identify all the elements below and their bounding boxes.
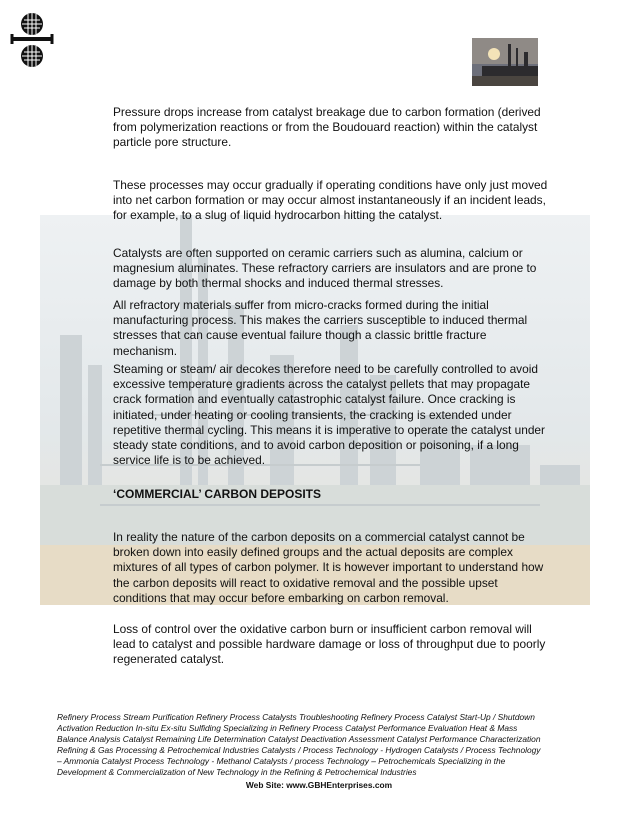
paragraph-commercial-deposits: In reality the nature of the carbon deposits on a commercial catalyst cannot be broken down into easily defined groups and the actual deposits are complex mixtures of all types of carbon polymer. It is however important to understand how the carbon deposits will react to oxidative removal and the possible upset conditions that may occur before embarking on carbon removal.	[113, 530, 544, 605]
paragraph-loss-of-control: Loss of control over the oxidative carbon burn or insufficient carbon removal will lead to catalyst and possible hardware damage or loss of throughput due to poorly regenerated catalyst.	[113, 622, 546, 667]
paragraph-micro-cracks: All refractory materials suffer from micro-cracks formed during the initial manufacturing process. This makes the carriers susceptible to induced thermal stresses that can cause eventual failure though a classic brittle fracture mechanism.	[113, 298, 528, 358]
paragraph-processes: These processes may occur gradually if operating conditions have only just moved into net carbon formation or may occur almost instantaneously if an incident leads, for example, to a slug of liquid hydrocarbon hitting the catalyst.	[113, 178, 548, 223]
paragraph-ceramic-carriers: Catalysts are often supported on ceramic carriers such as alumina, calcium or magnesium aluminates. These refractory carriers are insulators and are prone to damage by both thermal shocks and induced thermal stresses.	[113, 246, 537, 291]
refinery-photo	[472, 38, 538, 86]
footer-services: Refinery Process Stream Purification Refinery Process Catalysts Troubleshooting Refinery Process Catalyst Start-Up / Shutdown Activation Reduction In-situ Ex-situ Sulfiding Specializing in Refinery Process Catalyst Performance Evaluation Heat & Mass Balance Analysis Catalyst Remaining Life Determination Catalyst Deactivation Assessment Catalyst Performance Characterization Refining & Gas Processing & Petrochemical Industries Catalysts / Process Technology - Hydrogen Catalysts / Process Technology – Ammonia Catalyst Process Technology - Methanol Catalysts / process Technology – Petrochemicals Specializing in the Development & Commercialization of New Technology in the Refining & Petrochemical Industries	[57, 712, 541, 778]
section-heading: ‘COMMERCIAL’ CARBON DEPOSITS	[113, 487, 322, 501]
company-logo	[10, 8, 54, 72]
paragraph-steaming: Steaming or steam/ air decokes therefore need to be carefully controlled to avoid excessive temperature gradients across the catalyst pellets that may propagate crack formation and eventually catastrophic catalyst failure. Once cracking is initiated, under heating or cooling transients, the cracking is extended under repetitive thermal cycling. This means it is imperative to operate the catalyst under steady state conditions, and to avoid carbon deposition or poisoning, if a long service life is to be achieved.	[113, 362, 546, 468]
footer-website[interactable]: Web Site: www.GBHEnterprises.com	[245, 780, 393, 790]
paragraph-pressure-drops: Pressure drops increase from catalyst breakage due to carbon formation (derived from polymerization reactions or from the Boudouard reaction) within the catalyst particle pore structure.	[113, 105, 541, 150]
